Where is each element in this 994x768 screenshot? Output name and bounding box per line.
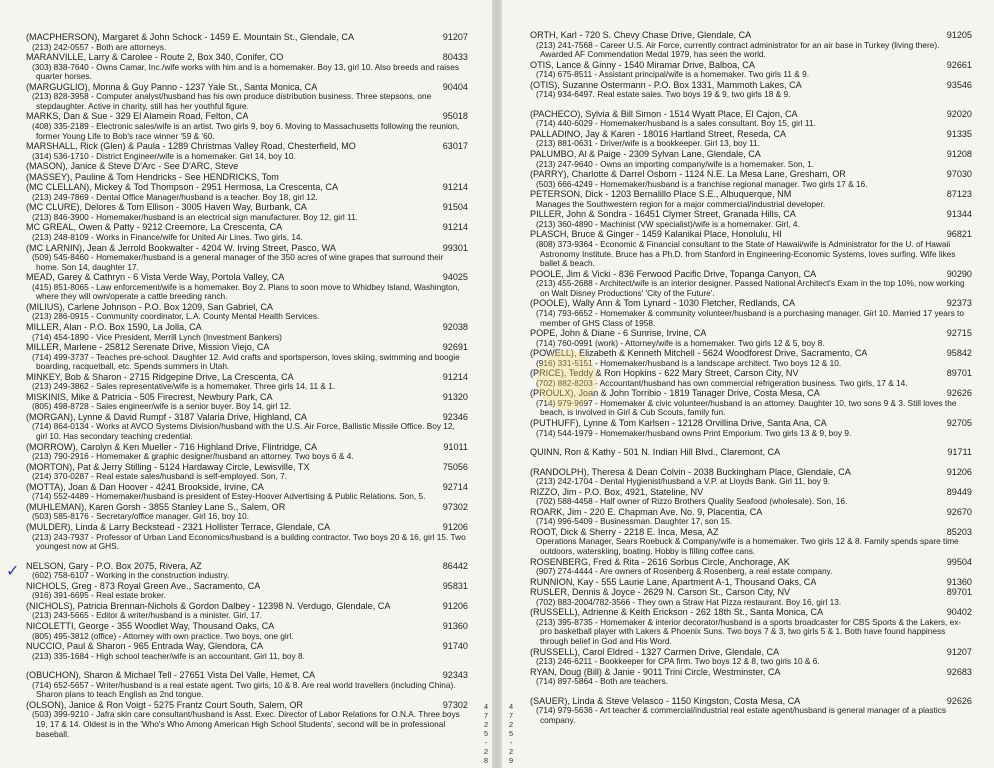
entry-name-address: (MULDER), Linda & Larry Beckstead - 2321 Hollister Terrace, Glendale, CA [26,522,331,533]
entry-zip: 93546 [946,79,972,90]
entry-zip: 91011 [443,441,468,452]
entry-name-address: MC GREAL, Owen & Patty - 9212 Creemore, La Crescenta, CA [26,222,283,233]
entry-detail: (213) 881-0631 - Driver/wife is a bookkeeper. Girl 13, boy 11. [536,138,760,149]
directory-entry [26,182,468,202]
entry-zip: 94025 [442,272,468,283]
entry-name-address: MARKS, Dan & Sue - 329 El Alamein Road, Felton, CA [26,111,249,122]
directory-entry [26,700,468,739]
entry-zip: 91360 [442,621,468,631]
entry-detail: (213) 241-7568 - Career U.S. Air Force, currently contract administrator for an air base in Turkey (living there). Awarded AF Commendation Medal 1979, has seen the world. [536,39,940,60]
directory-entry [530,587,972,607]
entry-name-address: MILLER, Alan - P.O. Box 1590, La Jolla, CA [26,322,202,332]
entry-name-address: (MORGAN), Lynne & David Rumpf - 3187 Valaria Drive, Highland, CA [26,411,307,422]
entry-name-address: RUNNION, Kay - 555 Laurie Lane, Apartment A-1, Thousand Oaks, CA [530,576,817,587]
directory-entry [530,298,972,328]
entry-detail: (714) 499-3737 - Teaches pre-school. Daughter 12. Avid crafts and sportsperson, loves skiing, swimming and boogie boarding, racquetball, etc. Spends summers in Utah. [32,351,460,372]
entry-detail: (503) 585-8176 - Secretary/office manager. Girl 16, boy 10. [32,511,250,522]
entry-name-address: (PROULX), Joan & John Torribio - 1819 Tanager Drive, Costa Mesa, CA [530,388,820,399]
entry-name-address: QUINN, Ron & Kathy - 501 N. Indian Hill Blvd., Claremont, CA [530,447,781,458]
directory-entry [26,522,468,552]
directory-entry [530,696,972,726]
entry-name-address: OTIS, Lance & Ginny - 1540 Miramar Drive, Balboa, CA [530,59,755,70]
entry-zip: 92661 [946,59,972,70]
entry-name-address: (OTIS), Suzanne Ostermann - P.O. Box 1331, Mammoth Lakes, CA [530,79,802,90]
directory-entry [530,557,972,577]
entry-name-address: NICOLETTI, George - 355 Woodlet Way, Thousand Oaks, CA [26,621,275,631]
section-gap [530,687,972,696]
entry-detail: (808) 373-9364 - Economic & Financial consultant to the State of Hawaii/wife is Administrator for the U. of Hawaii Astronomy Institute. Bruce has a Ph.D. from Stanford in Engineering-Economic Systems, loves surfing. Wife likes ballet & beach. [536,238,956,269]
entry-detail: (213) 247-9640 - Owns an importing company/wife is a homemaker. Son, 1. [536,158,815,169]
entry-detail: (503) 666-4249 - Homemaker/husband is a franchise regional manager. Two girls 17 & 16. [536,178,868,189]
directory-entry [26,322,468,342]
entry-name-address: PILLER, John & Sondra - 16451 Clymer Street, Granada Hills, CA [530,209,796,220]
entry-detail: (916) 391-6695 - Real estate broker. [32,590,166,601]
entry-name-address: (PARRY), Charlotte & Darrel Osborn - 1124 N.E. La Mesa Lane, Gresham, OR [530,169,846,180]
entry-detail: (213) 242-0557 - Both are attorneys. [32,41,167,52]
entry-detail: (303) 838-7640 - Owns Camar, Inc./wife works with him and is a homemaker. Boy 13, girl 10. Also breeds and raises quarter horses. [32,61,460,82]
entry-name-address: (MARGUGLIO), Monna & Guy Panno - 1237 Yale St., Santa Monica, CA [26,81,318,92]
entry-name-address: RUSLER, Dennis & Joyce - 2629 N. Carson St., Carson City, NV [530,587,791,598]
directory-entry [26,641,468,661]
directory-entry [530,189,972,209]
entry-zip: 92343 [442,670,468,681]
entry-name-address: (MORROW), Carolyn & Ken Mueller - 716 Highland Drive, Flintridge, CA [26,441,318,452]
entry-detail: (214) 370-0287 - Real estate sales/husband is self-employed. Son, 7. [32,471,288,482]
entry-name-address: (POOLE), Wally Ann & Tom Lynard - 1030 Fletcher, Redlands, CA [530,298,796,309]
entry-detail: (714) 979-5636 - Art teacher & commercial/industrial real estate agent/husband is general manager of a plastics company. [536,705,946,725]
entry-zip: 92373 [946,298,972,309]
entry-detail: (714) 760-0991 (work) - Attorney/wife is a homemaker. Two girls 12 & 5, boy 8. [536,337,825,348]
section-gap [530,458,972,467]
entry-detail: (714) 996-5409 - Businessman. Daughter 17, son 15. [536,516,733,527]
entry-detail: (714) 552-4489 - Homemaker/husband is president of Estey-Hoover Advertising & Public Relations. Son, 5. [32,491,426,502]
entry-detail: (213) 243-5665 - Editor & writer/husband is a minister. Girl, 17. [32,610,263,621]
entry-zip: 95018 [442,111,468,122]
entry-zip: 97030 [946,169,972,180]
entry-zip: 91504 [442,202,468,213]
directory-entry [26,161,468,172]
entry-name-address: (MC CLURE), Delores & Tom Ellison - 3005 Haven Way, Burbank, CA [26,202,307,213]
directory-entry [26,442,468,462]
entry-zip: 91344 [946,209,972,220]
entry-detail: (714) 793-6652 - Homemaker & community volunteer/husband is a purchasing manager. Girl 10. Married 17 years to member of GHS Class of 1958. [536,307,964,328]
entry-name-address: POPE, John & Diane - 6 Sunrise, Irvine, CA [530,328,707,339]
directory-entry [530,447,972,458]
directory-entry [530,418,972,438]
entry-zip: 91214 [442,182,468,193]
entry-name-address: PALLADINO, Jay & Karen - 18016 Hartland Street, Reseda, CA [530,128,787,139]
entry-name-address: ORTH, Karl - 720 S. Chevy Chase Drive, Glendale, CA [530,30,752,40]
entry-zip: 91206 [946,466,972,477]
directory-entry [530,487,972,507]
entry-detail: (602) 758-6107 - Working in the construction industry. [32,570,230,581]
directory-entry [26,412,468,442]
entry-name-address: (POWELL), Elizabeth & Kenneth Mitchell - 5624 Woodforest Drive, Sacramento, CA [530,348,868,359]
directory-entry [530,80,972,100]
entry-detail: (503) 399-9210 - Jafra skin care consultant/husband is Asst. Exec. Director of Labor Relations for O.N.A. Three boys 19, 17 & 14. Oldest is in the 'Who's Who Among American High School Students', second will be in professional baseball. [32,709,460,739]
entry-zip: 91740 [442,641,468,652]
entry-name-address: PALUMBO, Al & Paige - 2309 Sylvan Lane, Glendale, CA [530,149,761,160]
directory-entry [26,601,468,621]
directory-entry [26,202,468,222]
entry-zip: 91320 [442,391,468,402]
entry-name-address: (MASON), Janice & Steve D'Arc - See D'ARC, Steve [26,161,239,172]
entry-detail: (714) 544-1979 - Homemaker/husband owns Print Emporium. Two girls 13 & 9, boy 9. [536,427,852,438]
entry-name-address: (PUTHUFF), Lynne & Tom Karlsen - 12128 Orvillina Drive, Santa Ana, CA [530,418,827,429]
entry-detail: (213) 455-2688 - Architect/wife is an interior designer. Passed National Architect's Exam in the top 10%, now working on Walt Disney Productions' 'City of the Future'. [536,278,965,298]
directory-entry [26,621,468,641]
page-number-left: 4 7 2 5 - 2 8 [483,704,489,766]
entry-detail: (213) 828-3958 - Computer analyst/husband has his own produce distribution business. Three stepsons, one stepdaughter. Active in charity, still has her youthful figure. [32,91,432,111]
entry-zip: 92020 [946,108,972,119]
directory-entry [530,269,972,299]
entry-name-address: MEAD, Garey & Cathryn - 6 Vista Verde Way, Portola Valley, CA [26,272,285,283]
entry-detail: (907) 274-4444 - Are owners of Rosenberg & Rosenberg, a real estate company. [536,566,833,577]
entry-detail: (213) 246-6211 - Bookkeeper for CPA firm. Two boys 12 & 8, two girls 10 & 6. [536,656,820,667]
directory-entry [26,272,468,302]
entry-name-address: ROARK, Jim - 220 E. Chapman Ave. No. 9, Placentia, CA [530,506,763,517]
entry-name-address: NICHOLS, Greg - 873 Royal Green Ave., Sacramento, CA [26,580,261,591]
entry-detail: (213) 242-1704 - Dental Hygienist/husband a V.P. at Lloyds Bank. Girl 11, boy 9. [536,476,831,487]
entry-zip: 91207 [442,32,468,42]
directory-entry [530,577,972,588]
entry-name-address: POOLE, Jim & Vicki - 836 Ferwood Pacific Drive, Topanga Canyon, CA [530,268,817,279]
entry-zip: 95842 [946,348,972,359]
directory-entry [530,30,972,60]
entry-name-address: (SAUER), Linda & Steve Velasco - 1150 Kingston, Costa Mesa, CA [530,695,801,706]
directory-entry [26,82,468,112]
directory-entry [530,348,972,368]
entry-detail: (714) 864-0134 - Works at AVCO Systems Division/husband with the U.S. Air Force, Ballistic Missile Office. Boy 12, girl 10. Has secondary teaching credential. [32,421,455,442]
entry-zip: 91206 [442,600,468,611]
entry-detail: (714) 454-1890 - Vice President, Merrill Lynch (Investment Bankers) [32,331,282,342]
entry-zip: 91208 [946,149,972,160]
entry-heading [26,621,468,632]
section-gap [26,661,468,670]
entry-zip: 92346 [442,411,468,422]
entry-zip: 92683 [946,666,972,677]
entry-name-address: MINKEY, Bob & Sharon - 2715 Ridgepine Drive, La Crescenta, CA [26,371,294,382]
entry-zip: 89701 [946,587,972,598]
entry-name-address: (RUSSELL), Adrienne & Keith Erickson - 262 18th St., Santa Monica, CA [530,607,824,618]
directory-entry [530,507,972,527]
entry-name-address: (MASSEY), Pauline & Tom Hendricks - See HENDRICKS, Tom [26,171,279,182]
entry-name-address: (MACPHERSON), Margaret & John Schock - 1459 E. Mountain St., Glendale, CA [26,32,355,42]
entry-name-address: (PRICE), Teddy & Ron Hopkins - 622 Mary Street, Carson City, NV [530,368,799,379]
entry-name-address: (OLSON), Janice & Ron Voigt - 5275 Frantz Court South, Salem, OR [26,699,303,710]
entry-zip: 97302 [442,699,468,710]
entry-name-address: (MILIUS), Carlene Johnson - P.O. Box 1209, San Gabriel, CA [26,301,273,312]
entry-zip: 92626 [946,388,972,399]
directory-entry [530,467,972,487]
entry-zip: 92670 [946,506,972,517]
directory-entry [530,149,972,169]
entry-detail: Manages the Southwestern region for a major commercial/industrial developer. [536,198,826,209]
entry-zip: 75056 [442,461,468,472]
directory-entry [26,670,468,700]
entry-detail: Operations Manager, Sears Roebuck & Company/wife is a homemaker. Two girls 12 & 8. Family spends spare time outdoors, waterskiing, boating. Hobby is filling coffee cans. [536,536,959,557]
entry-detail: (702) 882-8203 - Accountant/husband has own commercial refrigeration business. Two girls, 17 & 14. [536,377,908,388]
entry-zip: 80433 [442,52,468,63]
entry-zip: 91206 [442,522,468,533]
entry-zip: 92705 [946,418,972,429]
entry-heading [26,172,468,183]
entry-zip: 90290 [946,268,972,279]
entry-zip: 86442 [442,560,468,571]
page-number-right: 4 7 2 5 - 2 9 [508,704,514,766]
directory-entry [530,60,972,80]
entry-name-address: ROSENBERG, Fred & Rita - 2616 Sorbus Circle, Anchorage, AK [530,556,790,567]
entry-detail: (714) 897-5864 - Both are teachers. [536,676,668,687]
entry-name-address: RIZZO, Jim - P.O. Box, 4921, Stateline, NV [530,486,704,497]
entry-heading [530,30,972,41]
entry-zip: 92714 [442,481,468,492]
entry-zip: 92715 [946,328,972,339]
entry-zip: 97302 [442,501,468,512]
entry-name-address: NUCCIO, Paul & Sharon - 965 Entrada Way, Glendora, CA [26,641,264,652]
entry-name-address: (RANDOLPH), Theresa & Dean Colvin - 2038 Buckingham Place, Glendale, CA [530,466,851,477]
entry-zip: 90404 [442,81,468,92]
entry-zip: 95831 [442,580,468,591]
entry-zip: 91711 [947,447,972,458]
entry-name-address: (MOTTA), Joan & Dan Hoover - 4241 Brookside, Irvine, CA [26,481,264,492]
entry-heading [26,161,468,172]
directory-entry [530,388,972,418]
entry-detail: (213) 286-0915 - Community coordinator, L.A. County Mental Health Services. [32,311,320,322]
entry-detail: (805) 495-3812 (office) - Attorney with own practice. Two boys, one girl. [32,630,294,641]
entry-zip: 92691 [442,342,468,353]
directory-entry [26,302,468,322]
page-gutter [492,0,502,768]
checkmark-icon: ✓ [6,561,20,580]
entry-detail: (213) 846-3900 - Homemaker/husband is an electrical sign manufacturer. Boy 12, girl 11. [32,211,358,222]
directory-entry [530,169,972,189]
entry-zip: 92038 [442,322,468,332]
entry-name-address: (NICHOLS), Patricia Brennan-Nichols & Gordon Dalbey - 12398 N. Verdugo, Glendale, CA [26,600,391,611]
entry-name-address: NELSON, Gary - P.O. Box 2075, Rivera, AZ [26,560,202,571]
directory-entry [530,209,972,229]
entry-heading [26,32,468,43]
entry-zip: 90402 [946,607,972,618]
entry-detail: (714) 440-6029 - Homemaker/husband is a sales consultant. Boy 15, girl 11. [536,118,816,129]
entry-zip: 91335 [946,128,972,139]
entry-heading [530,447,972,458]
entry-heading [530,577,972,588]
entry-detail: (714) 979-9697 - Homemaker & civic volunteer/husband is an attorney. Daughter 10, two sons 9 & 3. Still loves the beach, is involved in Girl & Cub Scouts, family fun. [536,397,957,418]
directory-entry [26,243,468,273]
entry-name-address: (RUSSELL), Carol Eldred - 1327 Carmen Drive, Glendale, CA [530,646,780,657]
section-gap [26,552,468,561]
entry-name-address: MARANVILLE, Larry & Carolee - Route 2, Box 340, Conifer, CO [26,52,284,63]
section-gap [530,438,972,447]
entry-detail: (714) 675-8511 - Assistant principal/wife is a homemaker. Two girls 11 & 9. [536,69,810,80]
directory-entry [26,561,468,581]
directory-entry [530,527,972,557]
entry-zip: 91360 [946,576,972,587]
entry-name-address: PLASCH, Bruce & Ginger - 1459 Kalanikai Place, Honolulu, HI [530,229,782,240]
entry-name-address: ROOT, Dick & Sherry - 2218 E. Inca, Mesa, AZ [530,526,719,537]
entry-heading [26,522,468,533]
section-gap [530,100,972,109]
entry-detail: (714) 934-6497. Real estate sales. Two boys 19 & 9, two girls 18 & 9. [536,89,791,100]
entry-detail: (805) 498-8728 - Sales engineer/wife is a senior buyer. Boy 14, girl 12. [32,401,292,412]
entry-detail: (213) 790-2916 - Homemaker & graphic designer/husband an attorney. Two boys 6 & 4. [32,451,354,462]
directory-entry [530,328,972,348]
entry-detail: (213) 360-4890 - Machinist (VW specialist)/wife is a homemaker. Girl, 4. [536,218,800,229]
directory-entry [530,667,972,687]
entry-zip: 89701 [946,368,972,379]
entry-zip: 91214 [442,371,468,382]
entry-detail: (213) 395-8735 - Homemaker & interior decorator/husband is a sports broadcaster for CBS Sports & the Lakers, ex-pro basketball player with Lakers & Phoenix Suns. Two boys 7 & 3, two girls 5 & 1. Both have found happiness through belief in God and His Word. [536,616,962,646]
directory-entry [530,229,972,268]
entry-detail: (415) 851-8065 - Law enforcement/wife is a homemaker. Boy 2. Plans to soon move to Whidbey Island, Washington, where they will own/operate a cattle breeding ranch. [32,281,460,302]
directory-entry [530,109,972,129]
entry-zip: 99301 [442,242,468,253]
entry-detail: (213) 249-3862 - Sales representative/wife is a homemaker. Three girls 14, 11 & 1. [32,381,336,392]
entry-zip: 92626 [946,695,972,706]
entry-zip: 96821 [946,229,972,240]
entry-heading [530,418,972,429]
entry-detail: (213) 248-8109 - Works in Finance/wife for United Air Lines. Two girls, 14. [32,231,303,242]
directory-entry [26,111,468,141]
entry-detail: (916) 331-5151 - Homemaker/husband is a landscape architect. Two boys 12 & 10. [536,357,842,368]
directory-entry [26,462,468,482]
directory-entry [26,172,468,183]
entry-zip: 91207 [946,646,972,657]
entry-zip: 87123 [946,189,972,200]
entry-heading [26,322,468,333]
directory-entry [26,52,468,82]
entry-name-address: (OBUCHON), Sharon & Michael Tell - 27651 Vista Del Valle, Hemet, CA [26,670,316,681]
entry-zip: 91205 [946,30,972,40]
left-page [0,0,492,768]
entry-name-address: MARSHALL, Rick (Glen) & Paula - 1289 Christmas Valley Road, Chesterfield, MO [26,141,356,152]
entry-name-address: (MUHLEMAN), Karen Gorsh - 3855 Stanley Lane S., Salem, OR [26,501,286,512]
entry-detail: (213) 249-7869 - Dental Office Manager/husband is a teacher. Boy 18, girl 12. [32,191,318,202]
directory-entry [26,372,468,392]
entry-name-address: PETERSON, Dick - 1203 Bernalillo Place S.E., Albuquerque, NM [530,189,792,200]
entry-detail: (702) 883-2004/782-3566 - They own a Straw Hat Pizza restaurant. Boy 16, girl 13. [536,596,842,607]
entry-name-address: (PACHECO), Sylvia & Bill Simon - 1514 Wyatt Place, El Cajon, CA [530,108,798,119]
entry-detail: (509) 545-8460 - Homemaker/husband is a general manager of the 350 acres of wine grapes that surround their home. Son 14, daughter 17. [32,252,444,272]
directory-entry [26,222,468,242]
directory-entry [26,342,468,372]
directory-entry [530,129,972,149]
entry-detail: (213) 243-7937 - Professor of Urban Land Economics/husband is a building contractor. Two boys 20 & 16, girl 15. Two youngest now at GHS. [32,531,466,552]
entry-zip: 63017 [442,141,468,152]
entry-name-address: (MORTON), Pat & Jerry Stilling - 5124 Hardaway Circle, Lewisville, TX [26,461,310,472]
entry-name-address: MILLER, Marlene - 25812 Serenate Drive, Mission Viejo, CA [26,342,270,353]
entry-name-address: (MC LARNIN), Jean & Jerrold Bookwalter - 4204 W. Irving Street, Pasco, WA [26,242,336,253]
entry-detail: (213) 335-1684 - High school teacher/wife is an accountant. Girl 11, boy 8. [32,650,305,661]
entry-zip: 91214 [442,222,468,233]
directory-entry [26,581,468,601]
entry-zip: 99504 [946,556,972,567]
directory-entry [530,607,972,646]
entry-name-address: (MC CLELLAN), Mickey & Tod Thompson - 2951 Hermosa, La Crescenta, CA [26,182,339,193]
entry-detail: (408) 335-2189 - Electronic sales/wife is an artist. Two girls 9, boy 6. Moving to Massachusetts following the reunion, former Young Life to Bob's race winner '59 & '60. [32,120,460,141]
directory-entry [26,392,468,412]
entry-name-address: MISKINIS, Mike & Patricia - 505 Firecrest, Newbury Park, CA [26,391,273,402]
entry-zip: 89449 [946,486,972,497]
entry-name-address: RYAN, Doug (Bill) & Janie - 9011 Trini Circle, Westminster, CA [530,666,781,677]
paper-stain [537,350,597,410]
entry-zip: 85203 [946,526,972,537]
directory-entry [530,647,972,667]
directory-entry [26,502,468,522]
directory-entry [26,32,468,52]
entry-detail: (702) 588-4458 - Half owner of Rizzo Brothers Quality Seafood (wholesale). Son, 16. [536,496,848,507]
directory-entry [26,482,468,502]
entry-detail: (314) 536-1710 - District Engineer/wife is a homemaker. Girl 14, boy 10. [32,150,296,161]
entry-heading [530,149,972,160]
directory-entry [26,141,468,161]
entry-detail: (714) 652-5657 - Writer/husband is a real estate agent. Two girls, 10 & 8. Are real world travellers (including China). Sharon plans to teach English as 2nd tongue. [32,679,456,700]
